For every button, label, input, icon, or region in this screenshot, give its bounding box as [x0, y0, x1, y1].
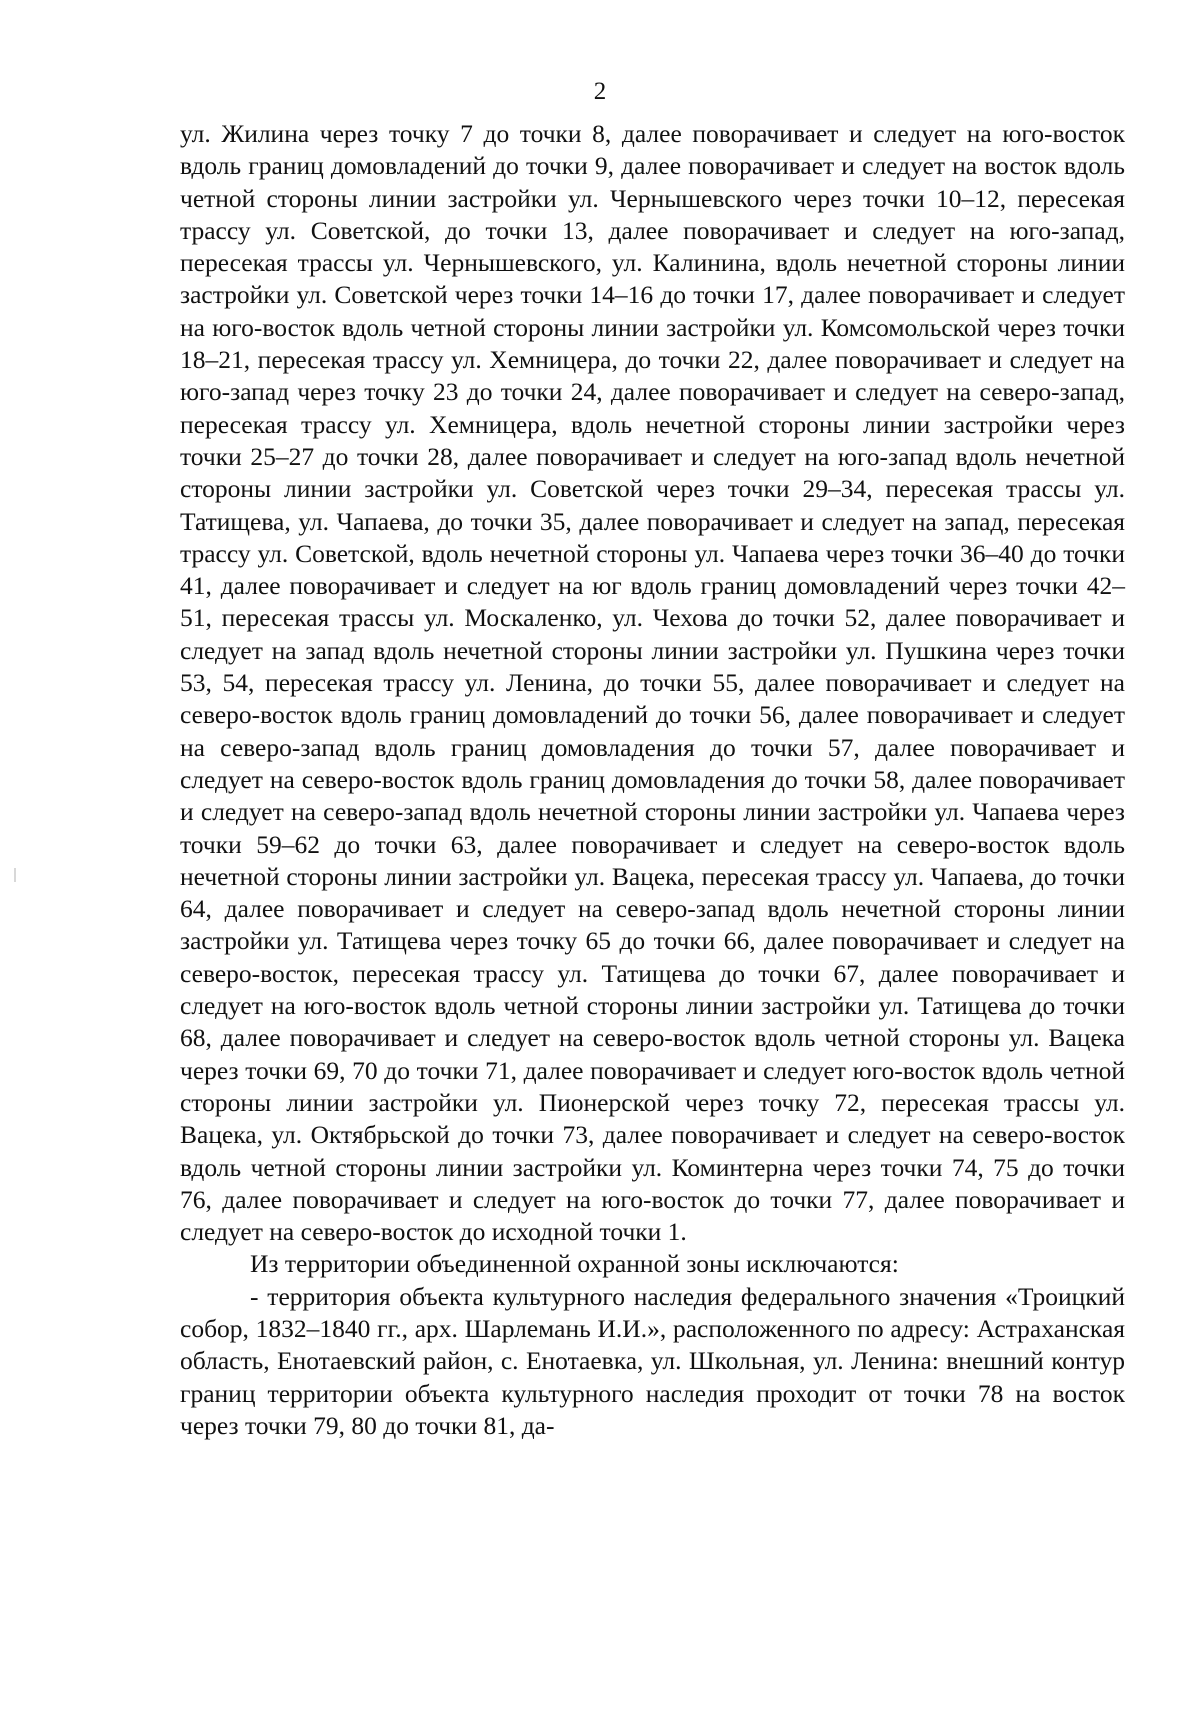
scan-artifact-mark [14, 868, 16, 882]
paragraph-exclusions-intro: Из территории объединенной охранной зоны исключаются: [250, 1249, 899, 1279]
paragraph-boundary-description: ул. Жилина через точку 7 до точки 8, далее поворачивает и следует на юго-восток вдоль границ домовладений до точки 9, далее поворачивает и следует на восток вдоль четной стороны линии застройки ул. Чернышевского через точки 10–12, пересекая трассу ул. Советской, до точки 13, далее поворачивает и следует на юго-запад, пересекая трассы ул. Чернышевского, ул. Калинина, вдоль нечетной стороны линии застройки ул. Советской через точки 14–16 до точки 17, далее поворачивает и следует на юго-восток вдоль четной стороны линии застройки ул. Комсомольской через точки 18–21, пересекая трассу ул. Хемницера, до точки 22, далее поворачивает и следует на юго-запад через точку 23 до точки 24, далее поворачивает и следует на северо-запад, пересекая трассу ул. Хемницера, вдоль нечетной стороны линии застройки через точки 25–27 до точки 28, далее поворачивает и следует на юго-запад вдоль нечетной стороны линии застройки ул. Советской через точки 29–34, пересекая трассы ул. Татищева, ул. Чапаева, до точки 35, далее поворачивает и следует на запад, пересекая трассу ул. Советской, вдоль нечетной стороны ул. Чапаева через точки 36–40 до точки 41, далее поворачивает и следует на юг вдоль границ домовладений через точки 42–51, пересекая трассы ул. Москаленко, ул. Чехова до точки 52, далее поворачивает и следует на запад вдоль нечетной стороны линии застройки ул. Пушкина через точки 53, 54, пересекая трассу ул. Ленина, до точки 55, далее поворачивает и следует на северо-восток вдоль границ домовладений до точки 56, далее поворачивает и следует на северо-запад вдоль границ домовладения до точки 57, далее поворачивает и следует на северо-восток вдоль границ домовладения до точки 58, далее поворачивает и следует на северо-запад вдоль нечетной стороны линии застройки ул. Чапаева через точки 59–62 до точки 63, далее поворачивает и следует на северо-восток вдоль нечетной стороны линии застройки ул. Вацека, пересекая трассу ул. Чапаева, до точки 64, далее поворачивает и следует на северо-запад вдоль нечетной стороны линии застройки ул. Татищева через точку 65 до точки 66, далее поворачивает и следует на северо-восток, пересекая трассу ул. Татищева до точки 67, далее поворачивает и следует на юго-восток вдоль четной стороны линии застройки ул. Татищева до точки 68, далее поворачивает и следует на северо-восток вдоль четной стороны ул. Вацека через точки 69, 70 до точки 71, далее поворачивает и следует юго-восток вдоль четной стороны линии застройки ул. Пионерской через точку 72, пересекая трассы ул. Вацека, ул. Октябрьской до точки 73, далее поворачивает и следует на северо-восток вдоль четной стороны линии застройки ул. Коминтерна через точки 74, 75 до точки 76, далее поворачивает и следует на юго-восток до точки 77, далее поворачивает и следует на северо-восток до исходной точки 1. [180, 119, 1125, 1247]
document-body [180, 118, 1125, 1442]
page-number: 2 [593, 78, 607, 105]
paragraph-excluded-territory: - территория объекта культурного наследия федерального значения «Троицкий собор, 1832–1840 гг., арх. Шарлемань И.И.», расположенного по адресу: Астраханская область, Енотаевский район, с. Енотаевка, ул. Школьная, ул. Ленина: внешний контур границ территории объекта культурного наследия проходит от точки 78 на восток через точки 79, 80 до точки 81, да- [180, 1281, 1125, 1440]
